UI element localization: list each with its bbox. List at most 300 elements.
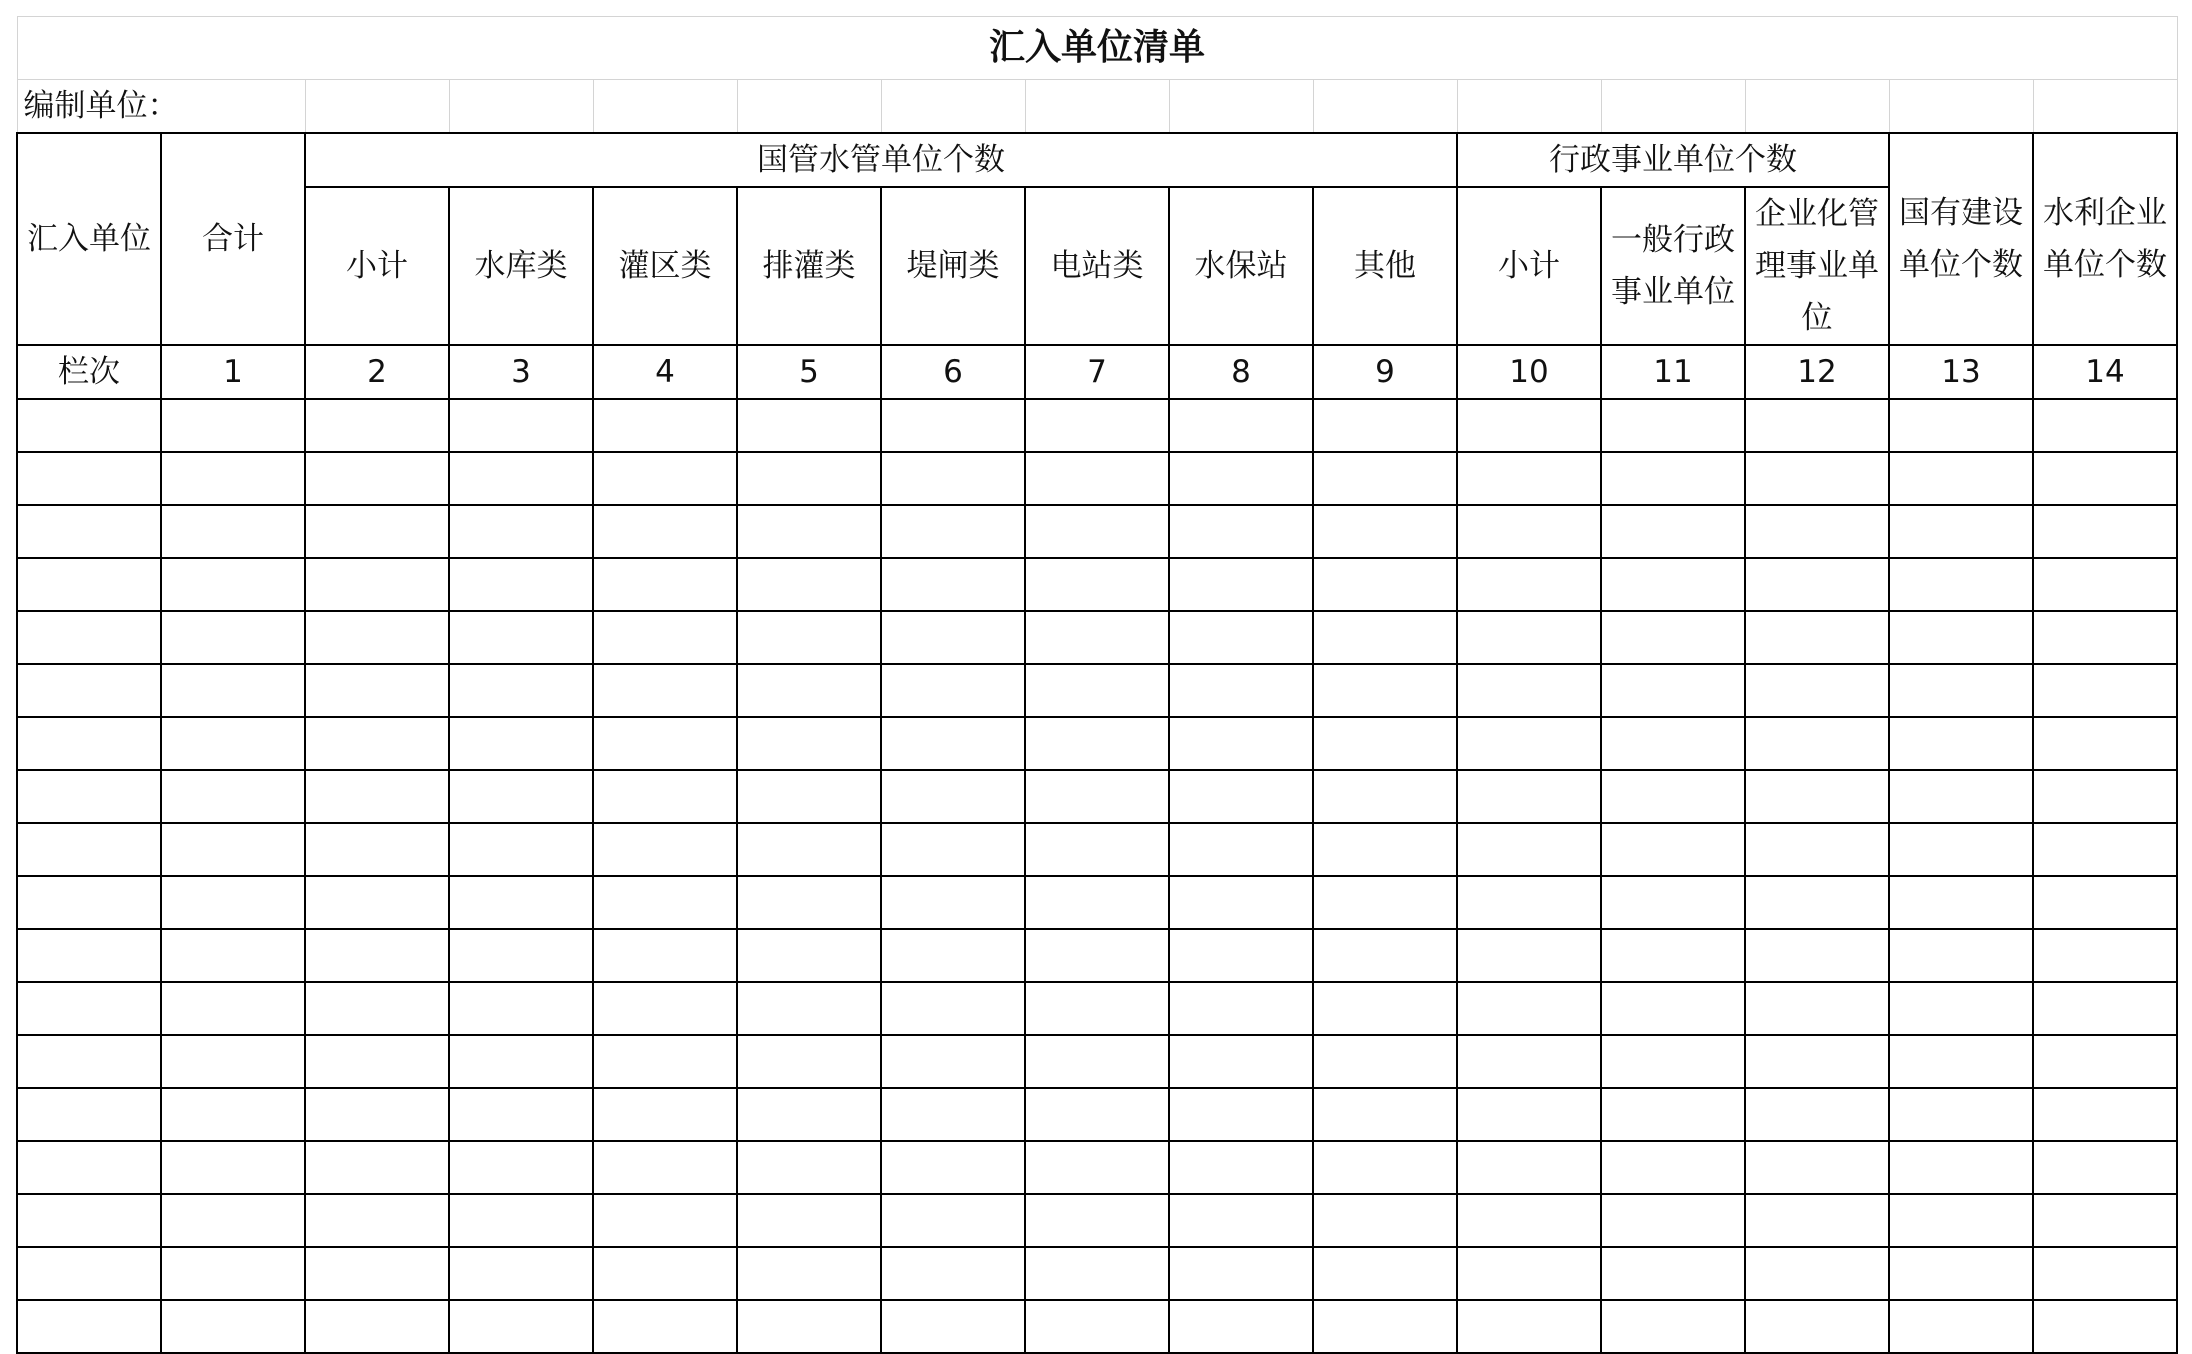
table-cell[interactable] — [1025, 1194, 1169, 1247]
table-cell[interactable] — [1313, 717, 1457, 770]
grid-cell[interactable] — [1601, 80, 1745, 134]
table-cell[interactable] — [1745, 611, 1889, 664]
table-cell[interactable] — [737, 876, 881, 929]
header-group-administrative: 行政事业单位个数 — [1457, 133, 1889, 187]
table-cell[interactable] — [449, 452, 593, 505]
table-cell[interactable] — [1457, 876, 1601, 929]
table-cell[interactable] — [1025, 929, 1169, 982]
table-cell[interactable] — [1025, 1088, 1169, 1141]
table-cell[interactable] — [593, 929, 737, 982]
table-cell[interactable] — [881, 1141, 1025, 1194]
table-cell[interactable] — [305, 611, 449, 664]
table-cell[interactable] — [1313, 929, 1457, 982]
grid-cell[interactable] — [1169, 80, 1313, 134]
table-cell[interactable] — [2033, 452, 2177, 505]
table-cell[interactable] — [1889, 399, 2033, 452]
table-cell[interactable] — [1601, 452, 1745, 505]
table-cell[interactable] — [1169, 1300, 1313, 1353]
table-cell[interactable] — [17, 876, 161, 929]
table-cell[interactable] — [161, 505, 305, 558]
table-cell[interactable] — [17, 452, 161, 505]
table-cell[interactable] — [161, 1088, 305, 1141]
table-cell[interactable] — [881, 664, 1025, 717]
table-cell[interactable] — [449, 611, 593, 664]
table-cell[interactable] — [737, 611, 881, 664]
table-cell[interactable] — [305, 876, 449, 929]
table-cell[interactable] — [1889, 876, 2033, 929]
table-cell[interactable] — [1745, 664, 1889, 717]
table-cell[interactable] — [1745, 1194, 1889, 1247]
table-cell[interactable] — [737, 982, 881, 1035]
table-cell[interactable] — [1745, 452, 1889, 505]
table-cell[interactable] — [881, 1300, 1025, 1353]
table-cell[interactable] — [737, 505, 881, 558]
table-cell[interactable] — [161, 1141, 305, 1194]
table-cell[interactable] — [1889, 982, 2033, 1035]
table-cell[interactable] — [737, 770, 881, 823]
table-cell[interactable] — [1313, 558, 1457, 611]
table-cell[interactable] — [305, 399, 449, 452]
table-cell[interactable] — [593, 823, 737, 876]
table-cell[interactable] — [449, 876, 593, 929]
table-cell[interactable] — [2033, 1141, 2177, 1194]
table-cell[interactable] — [305, 982, 449, 1035]
table-cell[interactable] — [1601, 929, 1745, 982]
table-cell[interactable] — [737, 452, 881, 505]
table-cell[interactable] — [305, 1247, 449, 1300]
table-cell[interactable] — [17, 982, 161, 1035]
table-cell[interactable] — [1601, 1247, 1745, 1300]
table-cell[interactable] — [1889, 1247, 2033, 1300]
table-cell[interactable] — [2033, 717, 2177, 770]
table-cell[interactable] — [1169, 611, 1313, 664]
report-title: 汇入单位清单 — [17, 17, 2177, 80]
table-cell[interactable] — [1745, 823, 1889, 876]
table-body — [17, 399, 2177, 1353]
table-cell[interactable] — [1745, 399, 1889, 452]
table-cell[interactable] — [161, 1300, 305, 1353]
table-cell[interactable] — [593, 1247, 737, 1300]
table-cell[interactable] — [1169, 1088, 1313, 1141]
table-cell[interactable] — [161, 982, 305, 1035]
table-row — [17, 1194, 2177, 1247]
table-row — [17, 929, 2177, 982]
header-remitting-unit: 汇入单位 — [17, 133, 161, 345]
table-cell[interactable] — [593, 876, 737, 929]
table-cell[interactable] — [1169, 1035, 1313, 1088]
table-cell[interactable] — [593, 717, 737, 770]
table-cell[interactable] — [2033, 399, 2177, 452]
table-cell[interactable] — [1601, 664, 1745, 717]
table-cell[interactable] — [449, 823, 593, 876]
table-cell[interactable] — [881, 1088, 1025, 1141]
table-cell[interactable] — [593, 1141, 737, 1194]
table-cell[interactable] — [161, 717, 305, 770]
grid-cell[interactable] — [305, 80, 449, 134]
table-cell[interactable] — [881, 1035, 1025, 1088]
table-cell[interactable] — [2033, 982, 2177, 1035]
table-cell[interactable] — [881, 399, 1025, 452]
table-cell[interactable] — [449, 1035, 593, 1088]
table-cell[interactable] — [449, 505, 593, 558]
table-cell[interactable] — [1457, 717, 1601, 770]
table-cell[interactable] — [1025, 717, 1169, 770]
table-cell[interactable] — [161, 1035, 305, 1088]
table-cell[interactable] — [881, 452, 1025, 505]
table-cell[interactable] — [1889, 1300, 2033, 1353]
column-number: 6 — [881, 345, 1025, 399]
table-cell[interactable] — [1745, 1141, 1889, 1194]
table-cell[interactable] — [2033, 770, 2177, 823]
table-cell[interactable] — [161, 1247, 305, 1300]
table-cell[interactable] — [1025, 770, 1169, 823]
table-cell[interactable] — [1745, 929, 1889, 982]
table-cell[interactable] — [449, 1247, 593, 1300]
table-cell[interactable] — [2033, 1300, 2177, 1353]
table-cell[interactable] — [1457, 399, 1601, 452]
table-cell[interactable] — [1313, 823, 1457, 876]
table-cell[interactable] — [2033, 929, 2177, 982]
table-cell[interactable] — [1313, 1247, 1457, 1300]
table-cell[interactable] — [305, 823, 449, 876]
table-cell[interactable] — [1025, 505, 1169, 558]
table-row — [17, 664, 2177, 717]
table-cell[interactable] — [1025, 558, 1169, 611]
table-cell[interactable] — [305, 1300, 449, 1353]
table-cell[interactable] — [593, 1035, 737, 1088]
grid-cell[interactable] — [1745, 80, 1889, 134]
table-cell[interactable] — [17, 505, 161, 558]
table-cell[interactable] — [1745, 770, 1889, 823]
table-cell[interactable] — [593, 558, 737, 611]
table-cell[interactable] — [1457, 982, 1601, 1035]
table-cell[interactable] — [881, 611, 1025, 664]
table-cell[interactable] — [1601, 982, 1745, 1035]
table-cell[interactable] — [1169, 929, 1313, 982]
table-cell[interactable] — [1457, 1247, 1601, 1300]
table-cell[interactable] — [1457, 929, 1601, 982]
table-cell[interactable] — [1745, 717, 1889, 770]
table-cell[interactable] — [161, 558, 305, 611]
table-cell[interactable] — [17, 1194, 161, 1247]
table-cell[interactable] — [737, 823, 881, 876]
table-cell[interactable] — [1457, 611, 1601, 664]
column-number: 12 — [1745, 345, 1889, 399]
table-cell[interactable] — [1169, 1247, 1313, 1300]
table-cell[interactable] — [161, 823, 305, 876]
table-cell[interactable] — [2033, 1088, 2177, 1141]
table-cell[interactable] — [881, 982, 1025, 1035]
table-cell[interactable] — [17, 770, 161, 823]
table-cell[interactable] — [449, 1300, 593, 1353]
table-cell[interactable] — [1745, 982, 1889, 1035]
table-cell[interactable] — [737, 717, 881, 770]
table-cell[interactable] — [1601, 1141, 1745, 1194]
table-cell[interactable] — [737, 1088, 881, 1141]
table-cell[interactable] — [305, 452, 449, 505]
table-cell[interactable] — [1745, 1247, 1889, 1300]
table-cell[interactable] — [1169, 876, 1313, 929]
grid-cell[interactable] — [449, 80, 593, 134]
table-cell[interactable] — [17, 823, 161, 876]
table-cell[interactable] — [1889, 717, 2033, 770]
table-cell[interactable] — [449, 558, 593, 611]
table-cell[interactable] — [449, 770, 593, 823]
table-cell[interactable] — [449, 1194, 593, 1247]
table-cell[interactable] — [1025, 1035, 1169, 1088]
table-cell[interactable] — [1313, 611, 1457, 664]
table-cell[interactable] — [737, 558, 881, 611]
table-cell[interactable] — [17, 1300, 161, 1353]
table-cell[interactable] — [305, 717, 449, 770]
table-cell[interactable] — [1745, 876, 1889, 929]
table-cell[interactable] — [1169, 664, 1313, 717]
table-cell[interactable] — [449, 929, 593, 982]
table-cell[interactable] — [161, 770, 305, 823]
table-cell[interactable] — [449, 717, 593, 770]
table-cell[interactable] — [161, 664, 305, 717]
table-cell[interactable] — [1313, 399, 1457, 452]
table-cell[interactable] — [1745, 558, 1889, 611]
table-cell[interactable] — [449, 982, 593, 1035]
table-cell[interactable] — [1457, 770, 1601, 823]
table-cell[interactable] — [1313, 452, 1457, 505]
table-cell[interactable] — [161, 611, 305, 664]
table-cell[interactable] — [2033, 505, 2177, 558]
table-cell[interactable] — [1601, 770, 1745, 823]
table-cell[interactable] — [449, 399, 593, 452]
table-cell[interactable] — [1889, 1088, 2033, 1141]
table-cell[interactable] — [305, 558, 449, 611]
table-cell[interactable] — [17, 929, 161, 982]
table-cell[interactable] — [737, 1035, 881, 1088]
table-cell[interactable] — [593, 664, 737, 717]
grid-cell[interactable] — [2033, 80, 2177, 134]
table-cell[interactable] — [161, 876, 305, 929]
table-cell[interactable] — [881, 929, 1025, 982]
table-cell[interactable] — [737, 664, 881, 717]
table-cell[interactable] — [1601, 611, 1745, 664]
table-cell[interactable] — [1457, 1035, 1601, 1088]
table-cell[interactable] — [1889, 770, 2033, 823]
table-cell[interactable] — [1601, 876, 1745, 929]
table-cell[interactable] — [1313, 1300, 1457, 1353]
table-cell[interactable] — [1025, 982, 1169, 1035]
grid-cell[interactable] — [1313, 80, 1457, 134]
table-cell[interactable] — [2033, 1194, 2177, 1247]
table-cell[interactable] — [305, 1035, 449, 1088]
header-g1-subtotal: 小计 — [305, 187, 449, 345]
table-cell[interactable] — [593, 505, 737, 558]
table-cell[interactable] — [1169, 982, 1313, 1035]
table-cell[interactable] — [2033, 876, 2177, 929]
table-cell[interactable] — [1889, 611, 2033, 664]
table-cell[interactable] — [17, 1035, 161, 1088]
table-cell[interactable] — [1025, 399, 1169, 452]
table-cell[interactable] — [1313, 1194, 1457, 1247]
table-cell[interactable] — [593, 399, 737, 452]
table-cell[interactable] — [1601, 823, 1745, 876]
table-cell[interactable] — [593, 1088, 737, 1141]
table-cell[interactable] — [1457, 452, 1601, 505]
table-cell[interactable] — [1457, 1088, 1601, 1141]
table-cell[interactable] — [449, 664, 593, 717]
table-cell[interactable] — [305, 929, 449, 982]
table-cell[interactable] — [881, 505, 1025, 558]
table-cell[interactable] — [1457, 558, 1601, 611]
grid-cell[interactable] — [737, 80, 881, 134]
grid-cell[interactable] — [881, 80, 1025, 134]
table-cell[interactable] — [881, 558, 1025, 611]
table-cell[interactable] — [1889, 1141, 2033, 1194]
table-cell[interactable] — [1025, 1300, 1169, 1353]
table-cell[interactable] — [1169, 1194, 1313, 1247]
table-cell[interactable] — [17, 717, 161, 770]
table-cell[interactable] — [305, 770, 449, 823]
table-cell[interactable] — [1889, 929, 2033, 982]
table-cell[interactable] — [17, 399, 161, 452]
header-state-construction: 国有建设单位个数 — [1889, 133, 2033, 345]
table-cell[interactable] — [1601, 399, 1745, 452]
table-cell[interactable] — [881, 823, 1025, 876]
table-cell[interactable] — [1745, 1088, 1889, 1141]
table-cell[interactable] — [1601, 1194, 1745, 1247]
table-cell[interactable] — [1313, 1035, 1457, 1088]
table-cell[interactable] — [881, 876, 1025, 929]
table-cell[interactable] — [1889, 1035, 2033, 1088]
table-cell[interactable] — [1169, 452, 1313, 505]
grid-cell[interactable] — [1889, 80, 2033, 134]
grid-cell[interactable] — [1025, 80, 1169, 134]
table-cell[interactable] — [1601, 717, 1745, 770]
table-cell[interactable] — [1457, 1194, 1601, 1247]
table-cell[interactable] — [161, 1194, 305, 1247]
table-cell[interactable] — [1889, 452, 2033, 505]
table-cell[interactable] — [1601, 558, 1745, 611]
table-cell[interactable] — [1169, 558, 1313, 611]
table-cell[interactable] — [1601, 1088, 1745, 1141]
table-cell[interactable] — [1025, 452, 1169, 505]
table-cell[interactable] — [1169, 717, 1313, 770]
table-cell[interactable] — [1745, 505, 1889, 558]
table-row — [17, 982, 2177, 1035]
table-cell[interactable] — [2033, 1035, 2177, 1088]
table-cell[interactable] — [881, 1247, 1025, 1300]
table-cell[interactable] — [1745, 1035, 1889, 1088]
table-cell[interactable] — [737, 1194, 881, 1247]
table-cell[interactable] — [2033, 664, 2177, 717]
table-cell[interactable] — [1169, 1141, 1313, 1194]
table-cell[interactable] — [1889, 505, 2033, 558]
table-cell[interactable] — [593, 770, 737, 823]
table-cell[interactable] — [305, 1088, 449, 1141]
table-cell[interactable] — [881, 1194, 1025, 1247]
table-cell[interactable] — [1745, 1300, 1889, 1353]
table-row — [17, 823, 2177, 876]
table-cell[interactable] — [1169, 770, 1313, 823]
table-cell[interactable] — [593, 1300, 737, 1353]
table-cell[interactable] — [1313, 664, 1457, 717]
table-cell[interactable] — [17, 558, 161, 611]
table-cell[interactable] — [1313, 770, 1457, 823]
table-cell[interactable] — [17, 611, 161, 664]
table-cell[interactable] — [1601, 1035, 1745, 1088]
table-cell[interactable] — [1457, 664, 1601, 717]
table-cell[interactable] — [737, 929, 881, 982]
table-cell[interactable] — [1889, 558, 2033, 611]
table-cell[interactable] — [1889, 664, 2033, 717]
table-cell[interactable] — [17, 664, 161, 717]
table-cell[interactable] — [737, 399, 881, 452]
table-cell[interactable] — [305, 1194, 449, 1247]
table-cell[interactable] — [593, 611, 737, 664]
table-cell[interactable] — [737, 1247, 881, 1300]
table-cell[interactable] — [17, 1141, 161, 1194]
table-cell[interactable] — [1601, 505, 1745, 558]
table-cell[interactable] — [2033, 611, 2177, 664]
table-cell[interactable] — [305, 505, 449, 558]
table-cell[interactable] — [1313, 982, 1457, 1035]
table-cell[interactable] — [593, 1194, 737, 1247]
table-cell[interactable] — [881, 770, 1025, 823]
table-cell[interactable] — [161, 929, 305, 982]
table-cell[interactable] — [1457, 1300, 1601, 1353]
grid-cell[interactable] — [593, 80, 737, 134]
table-cell[interactable] — [593, 982, 737, 1035]
table-cell[interactable] — [17, 1088, 161, 1141]
table-cell[interactable] — [449, 1088, 593, 1141]
table-cell[interactable] — [1889, 1194, 2033, 1247]
table-cell[interactable] — [1889, 823, 2033, 876]
table-cell[interactable] — [1025, 664, 1169, 717]
table-cell[interactable] — [2033, 1247, 2177, 1300]
table-cell[interactable] — [1457, 505, 1601, 558]
table-cell[interactable] — [305, 664, 449, 717]
table-cell[interactable] — [1169, 823, 1313, 876]
table-cell[interactable] — [2033, 558, 2177, 611]
table-cell[interactable] — [1025, 611, 1169, 664]
table-cell[interactable] — [1313, 505, 1457, 558]
table-cell[interactable] — [737, 1141, 881, 1194]
header-enterprise-managed: 企业化管理事业单位 — [1745, 187, 1889, 345]
table-cell[interactable] — [1601, 1300, 1745, 1353]
table-cell[interactable] — [161, 452, 305, 505]
table-cell[interactable] — [593, 452, 737, 505]
table-cell[interactable] — [2033, 823, 2177, 876]
table-row — [17, 1141, 2177, 1194]
table-cell[interactable] — [161, 399, 305, 452]
table-cell[interactable] — [1025, 823, 1169, 876]
column-number: 9 — [1313, 345, 1457, 399]
table-cell[interactable] — [1025, 1141, 1169, 1194]
compiling-unit-label: 编制单位： — [17, 80, 305, 134]
table-cell[interactable] — [737, 1300, 881, 1353]
table-cell[interactable] — [1025, 876, 1169, 929]
table-cell[interactable] — [881, 717, 1025, 770]
table-cell[interactable] — [305, 1141, 449, 1194]
grid-cell[interactable] — [1457, 80, 1601, 134]
table-cell[interactable] — [1025, 1247, 1169, 1300]
table-cell[interactable] — [1313, 1088, 1457, 1141]
table-cell[interactable] — [1457, 823, 1601, 876]
table-cell[interactable] — [1169, 505, 1313, 558]
table-cell[interactable] — [1457, 1141, 1601, 1194]
table-cell[interactable] — [17, 1247, 161, 1300]
table-cell[interactable] — [1169, 399, 1313, 452]
table-cell[interactable] — [449, 1141, 593, 1194]
table-cell[interactable] — [1313, 876, 1457, 929]
table-cell[interactable] — [1313, 1141, 1457, 1194]
